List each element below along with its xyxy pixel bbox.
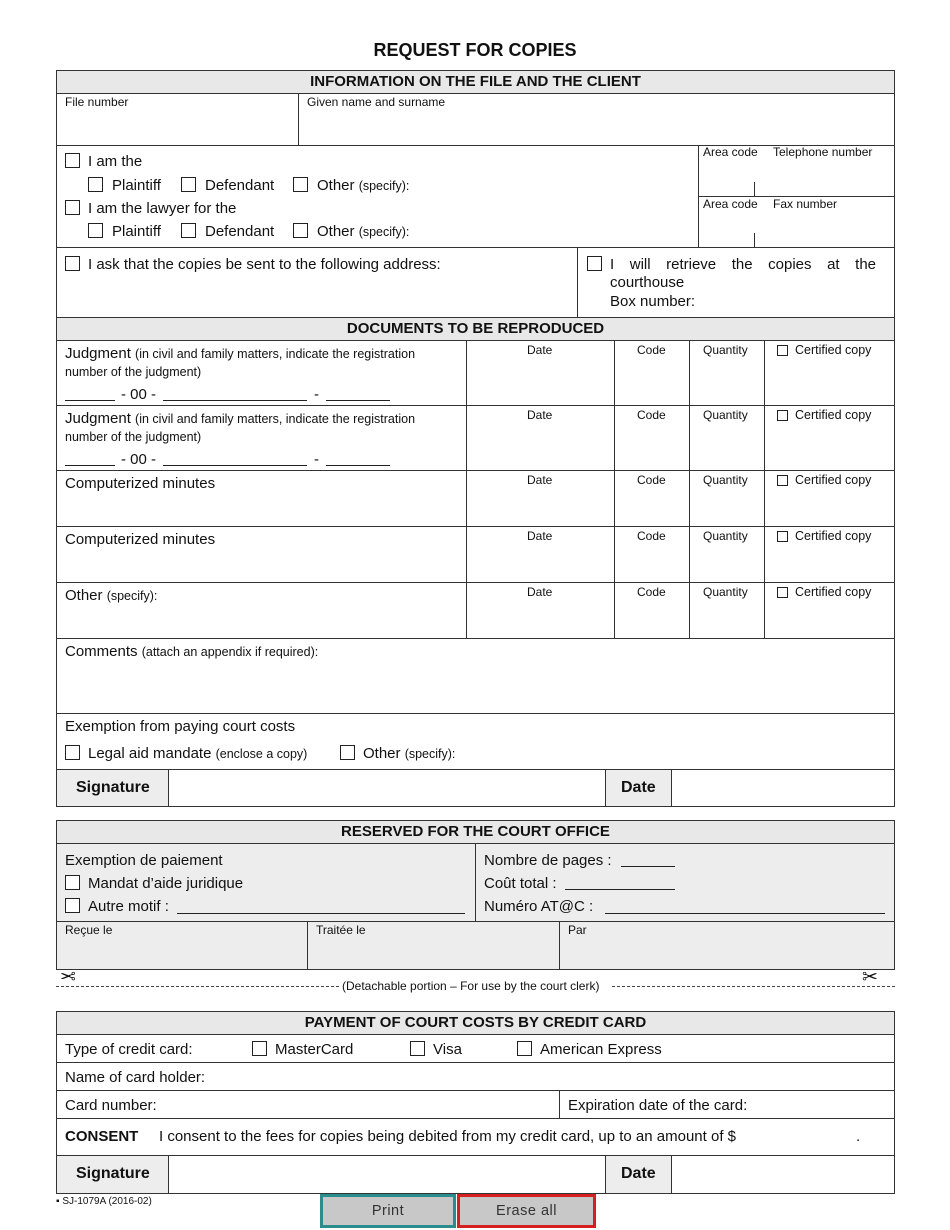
quantity-label: Quantity [703, 408, 748, 422]
mandat-checkbox[interactable] [65, 875, 80, 890]
retrieve-checkbox[interactable] [587, 256, 602, 271]
send-address-label: I ask that the copies be sent to the following address: [88, 256, 441, 273]
given-name-field[interactable] [300, 110, 894, 144]
form-code: ▪ SJ-1079A (2016-02) [56, 1196, 152, 1207]
address-field[interactable] [60, 276, 574, 316]
date-label: Date [527, 585, 553, 599]
judgment-2-dash: - [314, 451, 319, 468]
consent-text: I consent to the fees for copies being debited from my credit card, up to an amount of $ [159, 1128, 736, 1145]
card-signature-label: Signature [76, 1165, 150, 1182]
numero-atc-label: Numéro AT@C : [484, 898, 594, 915]
lawyer-label: I am the lawyer for the [88, 200, 237, 217]
computerized-minutes-1-label: Computerized minutes [65, 475, 216, 492]
exemption-other-label: Other (specify): [363, 745, 456, 762]
certified-copy-checkbox[interactable] [777, 531, 788, 542]
credit-card-header: PAYMENT OF COURT COSTS BY CREDIT CARD [56, 1011, 895, 1035]
date-label: Date [527, 343, 553, 357]
signature-date-field[interactable] [673, 771, 893, 805]
quantity-label: Quantity [703, 529, 748, 543]
certified-copy-checkbox[interactable] [777, 475, 788, 486]
date-label: Date [527, 408, 553, 422]
send-address-checkbox[interactable] [65, 256, 80, 271]
legal-aid-label: Legal aid mandate (enclose a copy) [88, 745, 308, 762]
visa-label: Visa [433, 1041, 462, 1058]
given-name-label: Given name and surname [307, 95, 446, 109]
certified-copy-label: Certified copy [795, 473, 872, 487]
erase-all-button[interactable]: Erase all [457, 1194, 596, 1228]
lawyer-plaintiff-checkbox[interactable] [88, 223, 103, 238]
certified-copy-label: Certified copy [795, 343, 872, 357]
comments-field[interactable] [60, 662, 890, 710]
i-am-the-checkbox[interactable] [65, 153, 80, 168]
code-label: Code [637, 343, 666, 357]
certified-copy-checkbox[interactable] [777, 587, 788, 598]
page-title: REQUEST FOR COPIES [373, 40, 577, 60]
card-number-label: Card number: [65, 1097, 157, 1114]
lawyer-checkbox[interactable] [65, 200, 80, 215]
fax-area-code-label: Area code [703, 197, 758, 211]
card-holder-field[interactable] [215, 1064, 891, 1090]
party-other-label: Other (specify): [317, 177, 410, 194]
documents-header: DOCUMENTS TO BE REPRODUCED [56, 317, 895, 341]
traitee-le-label: Traitée le [316, 923, 366, 937]
par-label: Par [568, 923, 587, 937]
quantity-label: Quantity [703, 343, 748, 357]
fax-label: Fax number [773, 197, 838, 211]
certified-copy-label: Certified copy [795, 408, 872, 422]
expiry-label: Expiration date of the card: [568, 1097, 748, 1114]
mastercard-label: MasterCard [275, 1041, 354, 1058]
box-number-label: Box number: [610, 293, 696, 310]
autre-motif-label: Autre motif : [88, 898, 169, 915]
expiry-field[interactable] [758, 1092, 892, 1117]
print-button[interactable]: Print [320, 1194, 456, 1228]
quantity-label: Quantity [703, 585, 748, 599]
mastercard-checkbox[interactable] [252, 1041, 267, 1056]
card-number-field[interactable] [165, 1092, 557, 1117]
computerized-minutes-2-label: Computerized minutes [65, 531, 216, 548]
lawyer-other-checkbox[interactable] [293, 223, 308, 238]
exemption-other-checkbox[interactable] [340, 745, 355, 760]
court-office-header: RESERVED FOR THE COURT OFFICE [56, 820, 895, 844]
date-label: Date [527, 529, 553, 543]
judgment-2-sep: - 00 - [121, 451, 157, 468]
party-defendant-checkbox[interactable] [181, 177, 196, 192]
card-date-label: Date [621, 1165, 656, 1182]
mandat-label: Mandat d’aide juridique [88, 875, 244, 892]
judgment-2-note: number of the judgment) [65, 430, 202, 444]
other-document-label: Other (specify): [65, 587, 158, 604]
party-defendant-label: Defendant [205, 177, 275, 194]
scissors-right-icon: ✂ [862, 967, 878, 988]
file-number-field[interactable] [57, 110, 297, 144]
consent-amount-field[interactable] [762, 1124, 854, 1148]
card-holder-label: Name of card holder: [65, 1069, 206, 1086]
judgment-1-label: Judgment (in civil and family matters, indicate the registration [65, 345, 416, 362]
party-plaintiff-checkbox[interactable] [88, 177, 103, 192]
detach-label: (Detachable portion – For use by the court clerk) [342, 979, 600, 993]
card-signature-field[interactable] [170, 1157, 604, 1192]
certified-copy-label: Certified copy [795, 585, 872, 599]
retrieve-label-2: courthouse [610, 274, 685, 291]
scissors-left-icon: ✂ [60, 967, 76, 988]
retrieve-label: I will retrieve the copies at the [610, 256, 876, 273]
judgment-2-label: Judgment (in civil and family matters, indicate the registration [65, 410, 416, 427]
exemption-label: Exemption from paying court costs [65, 718, 296, 735]
judgment-1-note: number of the judgment) [65, 365, 202, 379]
code-label: Code [637, 585, 666, 599]
fax-field[interactable] [700, 213, 894, 245]
phone-area-code-label: Area code [703, 145, 758, 159]
comments-label: Comments (attach an appendix if required): [65, 643, 319, 660]
recue-le-label: Reçue le [65, 923, 113, 937]
party-plaintiff-label: Plaintiff [112, 177, 161, 194]
telephone-field[interactable] [700, 162, 894, 194]
lawyer-plaintiff-label: Plaintiff [112, 223, 161, 240]
consent-label: CONSENT [65, 1128, 139, 1145]
amex-label: American Express [540, 1041, 662, 1058]
judgment-1-dash: - [314, 386, 319, 403]
judgment-1-sep: - 00 - [121, 386, 157, 403]
cout-total-label: Coût total : [484, 875, 557, 892]
code-label: Code [637, 473, 666, 487]
autre-motif-checkbox[interactable] [65, 898, 80, 913]
exemption-paiement-label: Exemption de paiement [65, 852, 223, 869]
i-am-the-label: I am the [88, 153, 143, 170]
client-info-header: INFORMATION ON THE FILE AND THE CLIENT [56, 70, 895, 94]
lawyer-defendant-label: Defendant [205, 223, 275, 240]
code-label: Code [637, 529, 666, 543]
certified-copy-checkbox[interactable] [777, 410, 788, 421]
lawyer-other-label: Other (specify): [317, 223, 410, 240]
date-label: Date [527, 473, 553, 487]
code-label: Code [637, 408, 666, 422]
certified-copy-label: Certified copy [795, 529, 872, 543]
lawyer-defendant-checkbox[interactable] [181, 223, 196, 238]
signature-label: Signature [76, 779, 150, 796]
certified-copy-checkbox[interactable] [777, 345, 788, 356]
telephone-label: Telephone number [773, 145, 873, 159]
consent-period: . [856, 1128, 861, 1145]
file-number-label: File number [65, 95, 129, 109]
signature-field[interactable] [170, 771, 604, 805]
legal-aid-checkbox[interactable] [65, 745, 80, 760]
visa-checkbox[interactable] [410, 1041, 425, 1056]
card-type-label: Type of credit card: [65, 1041, 193, 1058]
nombre-pages-label: Nombre de pages : [484, 852, 612, 869]
amex-checkbox[interactable] [517, 1041, 532, 1056]
card-date-field[interactable] [673, 1157, 893, 1192]
date-label: Date [621, 779, 656, 796]
party-other-checkbox[interactable] [293, 177, 308, 192]
quantity-label: Quantity [703, 473, 748, 487]
